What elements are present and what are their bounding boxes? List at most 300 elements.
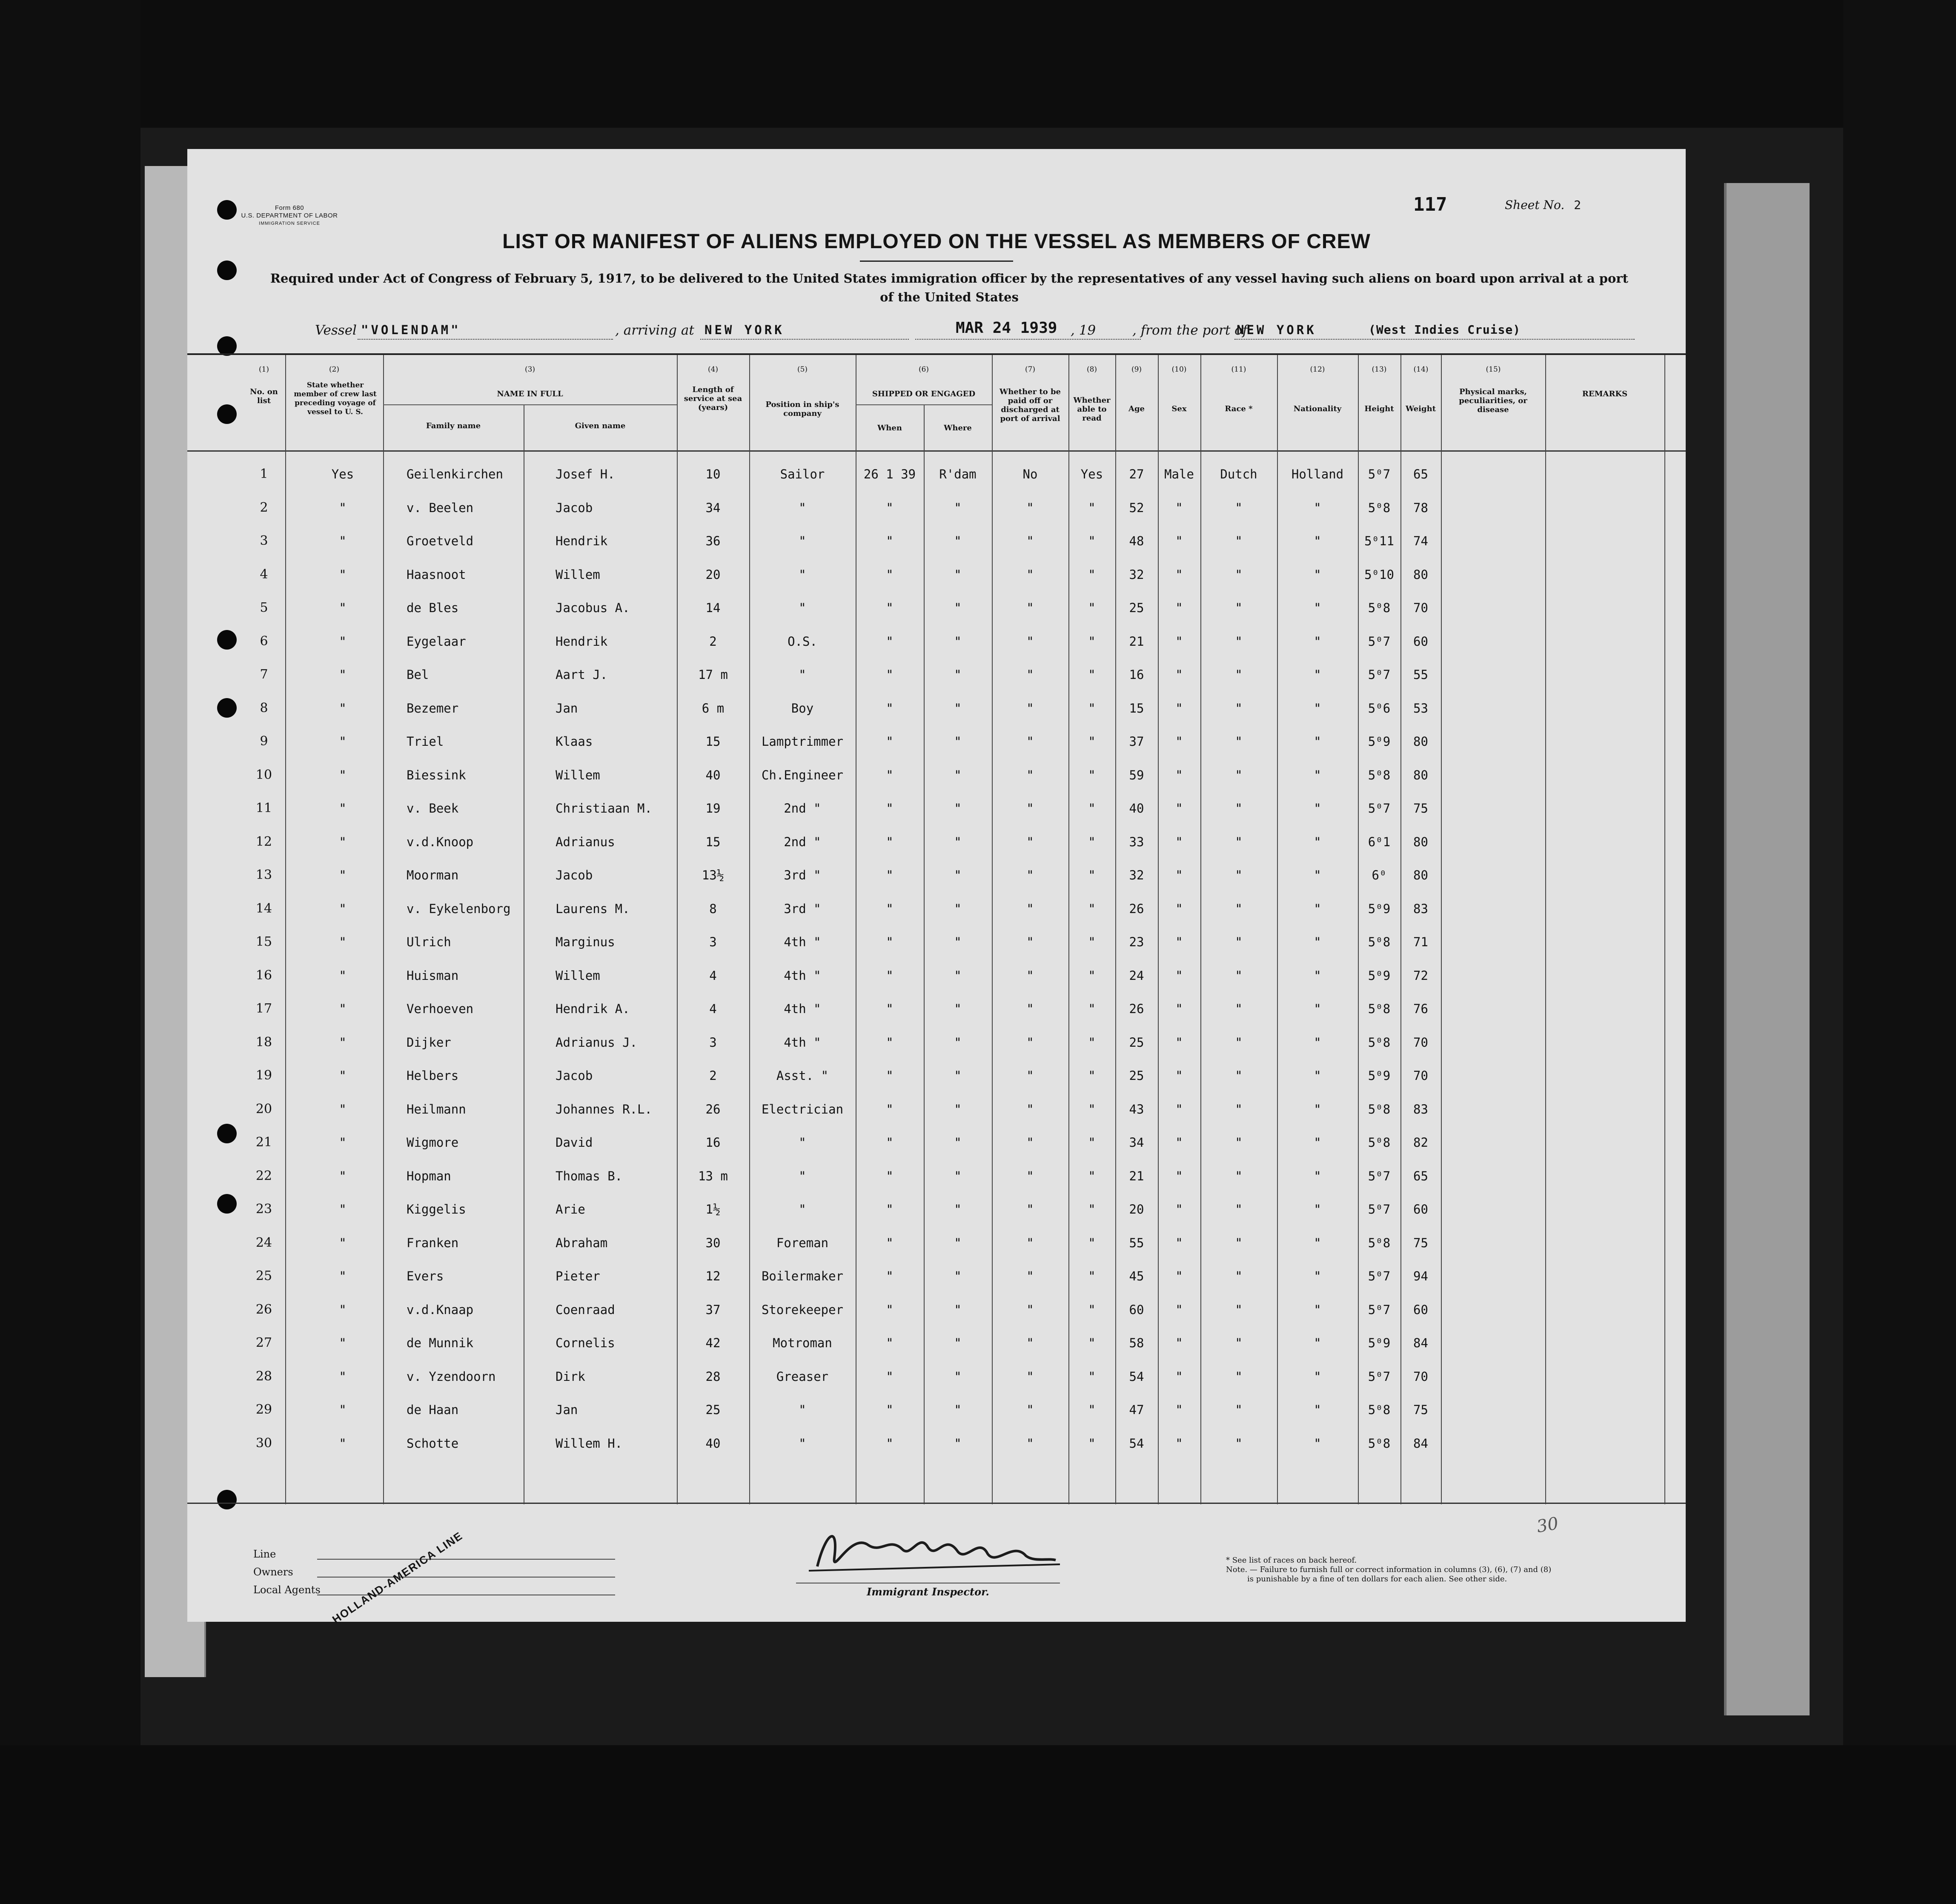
cell-given-name: Josef H. xyxy=(556,467,615,481)
cell-paid-off: " xyxy=(1026,901,1034,916)
cell-age: 15 xyxy=(1129,701,1144,716)
cell-length-of-service: 12 xyxy=(705,1269,721,1283)
cell-weight: 80 xyxy=(1413,734,1428,749)
cell-height: 5⁰6 xyxy=(1368,701,1391,716)
cell-age: 25 xyxy=(1129,1035,1144,1050)
cruise-note: (West Indies Cruise) xyxy=(1369,323,1521,337)
cell-height: 5⁰9 xyxy=(1368,968,1391,983)
cell-weight: 75 xyxy=(1413,1403,1428,1417)
cell-race: " xyxy=(1235,1202,1243,1217)
cell-family-name: v.d.Knaap xyxy=(407,1302,474,1317)
cell-shipped-when: " xyxy=(886,935,894,949)
cell-shipped-when: " xyxy=(886,1336,894,1350)
cell-race: " xyxy=(1235,1436,1243,1451)
cell-height: 6⁰ xyxy=(1372,868,1387,882)
cell-sex: " xyxy=(1175,734,1183,749)
cell-shipped-when: " xyxy=(886,1002,894,1016)
cell-shipped-when: " xyxy=(886,901,894,916)
cell-nationality: " xyxy=(1314,601,1321,615)
cell-able-to-read: " xyxy=(1088,634,1096,649)
cell-previous-voyage: " xyxy=(339,734,347,749)
cell-row-number: 26 xyxy=(255,1302,272,1317)
cell-previous-voyage: " xyxy=(339,1202,347,1217)
cell-length-of-service: 8 xyxy=(709,901,717,916)
cell-sex: " xyxy=(1175,667,1183,682)
cell-family-name: Ulrich xyxy=(407,935,451,949)
footnote xyxy=(1226,1556,1635,1584)
table-row xyxy=(187,1360,1686,1393)
cell-row-number: 29 xyxy=(255,1402,272,1417)
cell-nationality: " xyxy=(1314,1336,1321,1350)
cell-row-number: 24 xyxy=(255,1235,272,1250)
cell-height: 5⁰8 xyxy=(1368,1135,1391,1150)
cell-length-of-service: 1½ xyxy=(705,1202,721,1217)
cell-sex: " xyxy=(1175,968,1183,983)
cell-shipped-when: " xyxy=(886,567,894,582)
table-bottom-rule xyxy=(187,1503,1686,1504)
table-top-rule xyxy=(187,353,1686,355)
cell-row-number: 30 xyxy=(255,1435,272,1451)
cell-family-name: v. Yzendoorn xyxy=(407,1369,496,1384)
cell-given-name: Willem xyxy=(556,968,600,983)
cell-shipped-where: " xyxy=(954,1102,962,1117)
cell-height: 5⁰8 xyxy=(1368,1436,1391,1451)
service-name: IMMIGRATION SERVICE xyxy=(259,221,320,226)
cell-able-to-read: " xyxy=(1088,601,1096,615)
column-number: (1) xyxy=(258,365,269,374)
cell-previous-voyage: " xyxy=(339,1235,347,1250)
cell-race: " xyxy=(1235,1235,1243,1250)
cell-able-to-read: " xyxy=(1088,701,1096,716)
cell-race: " xyxy=(1235,500,1243,515)
cell-race: " xyxy=(1235,734,1243,749)
table-row xyxy=(187,491,1686,524)
column-number: (5) xyxy=(797,365,808,374)
cell-able-to-read: " xyxy=(1088,1369,1096,1384)
cell-sex: " xyxy=(1175,1403,1183,1417)
cell-sex: " xyxy=(1175,567,1183,582)
cell-row-number: 3 xyxy=(260,533,268,548)
table-row xyxy=(187,1226,1686,1260)
owners-fill xyxy=(317,1577,615,1578)
cell-shipped-where: " xyxy=(954,834,962,849)
cell-length-of-service: 34 xyxy=(705,500,721,515)
cell-race: " xyxy=(1235,1403,1243,1417)
cell-height: 5⁰7 xyxy=(1368,1202,1391,1217)
cell-weight: 80 xyxy=(1413,567,1428,582)
cell-paid-off: " xyxy=(1026,1369,1034,1384)
cell-shipped-when: " xyxy=(886,801,894,816)
cell-able-to-read: " xyxy=(1088,968,1096,983)
cell-given-name: Cornelis xyxy=(556,1336,615,1350)
cell-row-number: 5 xyxy=(260,600,268,615)
cell-nationality: " xyxy=(1314,767,1321,782)
table-row xyxy=(187,1193,1686,1226)
cell-weight: 70 xyxy=(1413,1035,1428,1050)
cell-length-of-service: 26 xyxy=(705,1102,721,1117)
footnote-note-cont: is punishable by a fine of ten dollars for each alien. See other side. xyxy=(1247,1575,1507,1583)
cell-given-name: Christiaan M. xyxy=(556,801,652,816)
cell-sex: " xyxy=(1175,935,1183,949)
cell-given-name: Hendrik xyxy=(556,534,608,548)
cell-shipped-where: " xyxy=(954,734,962,749)
cell-height: 5⁰7 xyxy=(1368,634,1391,649)
header-sex: Sex xyxy=(1171,404,1187,413)
cell-age: 33 xyxy=(1129,834,1144,849)
cell-given-name: Dirk xyxy=(556,1369,585,1384)
sheet-number-label: Sheet No. xyxy=(1505,198,1565,212)
cell-able-to-read: Yes xyxy=(1080,467,1103,481)
cell-paid-off: " xyxy=(1026,500,1034,515)
cell-shipped-where: " xyxy=(954,801,962,816)
subtitle-line: of the United States xyxy=(880,290,1019,304)
cell-shipped-where: " xyxy=(954,767,962,782)
cell-nationality: " xyxy=(1314,901,1321,916)
cell-given-name: Jacobus A. xyxy=(556,601,630,615)
table-row xyxy=(187,992,1686,1025)
sheet-number-value: 2 xyxy=(1574,198,1581,212)
cell-height: 5⁰11 xyxy=(1364,534,1394,548)
cell-shipped-when: " xyxy=(886,834,894,849)
table-row xyxy=(187,1160,1686,1193)
cell-position: " xyxy=(799,601,806,615)
table-row xyxy=(187,792,1686,825)
cell-shipped-where: " xyxy=(954,968,962,983)
cell-able-to-read: " xyxy=(1088,1202,1096,1217)
footer-labels xyxy=(253,1545,321,1599)
cell-able-to-read: " xyxy=(1088,1269,1096,1283)
cell-race: " xyxy=(1235,901,1243,916)
column-number: (6) xyxy=(918,365,929,374)
cell-previous-voyage: Yes xyxy=(331,467,354,481)
cell-sex: " xyxy=(1175,701,1183,716)
cell-family-name: de Munnik xyxy=(407,1336,474,1350)
cell-race: " xyxy=(1235,634,1243,649)
cell-age: 23 xyxy=(1129,935,1144,949)
cell-weight: 80 xyxy=(1413,834,1428,849)
cell-shipped-when: " xyxy=(886,534,894,548)
cell-shipped-when: " xyxy=(886,1168,894,1183)
cell-length-of-service: 42 xyxy=(705,1336,721,1350)
cell-shipped-when: " xyxy=(886,500,894,515)
column-number: (7) xyxy=(1025,365,1036,374)
column-number: (2) xyxy=(329,365,340,374)
header-shipped-engaged: SHIPPED OR ENGAGED xyxy=(872,389,976,398)
punch-hole xyxy=(217,1490,237,1509)
cell-height: 5⁰7 xyxy=(1368,1369,1391,1384)
cell-paid-off: " xyxy=(1026,701,1034,716)
cell-able-to-read: " xyxy=(1088,1135,1096,1150)
cell-sex: " xyxy=(1175,868,1183,882)
cell-previous-voyage: " xyxy=(339,901,347,916)
cell-weight: 74 xyxy=(1413,534,1428,548)
fill-line xyxy=(1234,339,1635,340)
header-when: When xyxy=(877,424,902,432)
cell-row-number: 28 xyxy=(255,1369,272,1384)
cell-height: 5⁰8 xyxy=(1368,1035,1391,1050)
cell-sex: " xyxy=(1175,901,1183,916)
cell-row-number: 15 xyxy=(255,934,272,949)
cell-paid-off: " xyxy=(1026,601,1034,615)
cell-length-of-service: 36 xyxy=(705,534,721,548)
cell-shipped-when: " xyxy=(886,868,894,882)
cell-nationality: " xyxy=(1314,634,1321,649)
cell-age: 32 xyxy=(1129,868,1144,882)
cell-sex: " xyxy=(1175,1035,1183,1050)
cell-sex: " xyxy=(1175,767,1183,782)
cell-previous-voyage: " xyxy=(339,1002,347,1016)
cell-family-name: Dijker xyxy=(407,1035,451,1050)
cell-length-of-service: 2 xyxy=(709,634,717,649)
cell-given-name: Hendrik xyxy=(556,634,608,649)
cell-height: 5⁰8 xyxy=(1368,1235,1391,1250)
film-frame-right xyxy=(1843,0,1956,1904)
cell-weight: 53 xyxy=(1413,701,1428,716)
page-number: 117 xyxy=(1413,194,1447,215)
cell-family-name: Geilenkirchen xyxy=(407,467,503,481)
punch-hole xyxy=(217,404,237,424)
name-subheader-rule xyxy=(383,404,677,405)
cell-shipped-when: " xyxy=(886,1035,894,1050)
cell-weight: 70 xyxy=(1413,1369,1428,1384)
cell-shipped-where: " xyxy=(954,1369,962,1384)
cell-age: 20 xyxy=(1129,1202,1144,1217)
cell-sex: " xyxy=(1175,1436,1183,1451)
cell-nationality: " xyxy=(1314,534,1321,548)
cell-sex: " xyxy=(1175,1002,1183,1016)
cell-able-to-read: " xyxy=(1088,1302,1096,1317)
cell-height: 6⁰1 xyxy=(1368,834,1391,849)
cell-family-name: de Bles xyxy=(407,601,459,615)
cell-race: " xyxy=(1235,1035,1243,1050)
cell-nationality: " xyxy=(1314,500,1321,515)
cell-height: 5⁰8 xyxy=(1368,1403,1391,1417)
header-age: Age xyxy=(1128,404,1145,413)
cell-family-name: Biessink xyxy=(407,767,466,782)
table-row xyxy=(187,892,1686,925)
cell-able-to-read: " xyxy=(1088,534,1096,548)
cell-sex: " xyxy=(1175,801,1183,816)
vessel-line xyxy=(315,319,1656,343)
cell-paid-off: " xyxy=(1026,968,1034,983)
cell-paid-off: " xyxy=(1026,1068,1034,1083)
cell-position: Boy xyxy=(791,701,814,716)
cell-race: " xyxy=(1235,801,1243,816)
cell-shipped-where: " xyxy=(954,1068,962,1083)
cell-given-name: Jacob xyxy=(556,500,593,515)
column-number: (10) xyxy=(1171,365,1187,374)
table-row xyxy=(187,524,1686,558)
cell-age: 60 xyxy=(1129,1302,1144,1317)
cell-family-name: Groetveld xyxy=(407,534,474,548)
cell-paid-off: " xyxy=(1026,1135,1034,1150)
table-row xyxy=(187,1093,1686,1126)
cell-shipped-where: " xyxy=(954,1403,962,1417)
cell-previous-voyage: " xyxy=(339,1068,347,1083)
cell-previous-voyage: " xyxy=(339,567,347,582)
cell-nationality: " xyxy=(1314,734,1321,749)
line-label: Line xyxy=(253,1548,276,1560)
cell-age: 54 xyxy=(1129,1369,1144,1384)
subtitle-line: Required under Act of Congress of February 5, 1917, to be delivered to the United States immigration officer by the representatives of any vessel having such aliens on board upon arrival at a port xyxy=(270,271,1629,286)
vessel-label: Vessel xyxy=(315,323,357,338)
cell-given-name: Thomas B. xyxy=(556,1168,623,1183)
cell-given-name: Abraham xyxy=(556,1235,608,1250)
cell-sex: " xyxy=(1175,1269,1183,1283)
header-physical-marks: Physical marks, peculiarities, or disease xyxy=(1459,387,1527,414)
header-no-on-list: No. on list xyxy=(250,387,278,405)
cell-given-name: Hendrik A. xyxy=(556,1002,630,1016)
cell-age: 48 xyxy=(1129,534,1144,548)
cell-age: 25 xyxy=(1129,601,1144,615)
cell-row-number: 22 xyxy=(255,1168,272,1183)
cell-row-number: 1 xyxy=(260,467,268,481)
cell-previous-voyage: " xyxy=(339,534,347,548)
cell-length-of-service: 6 m xyxy=(702,701,725,716)
cell-given-name: Adrianus J. xyxy=(556,1035,638,1050)
cell-paid-off: No xyxy=(1022,467,1038,481)
cell-shipped-when: " xyxy=(886,601,894,615)
cell-shipped-where: " xyxy=(954,1135,962,1150)
cell-nationality: " xyxy=(1314,1068,1321,1083)
cell-position: " xyxy=(799,567,806,582)
cell-race: " xyxy=(1235,1336,1243,1350)
cell-given-name: Jan xyxy=(556,701,578,716)
cell-length-of-service: 3 xyxy=(709,1035,717,1050)
table-row xyxy=(187,759,1686,792)
cell-nationality: " xyxy=(1314,1269,1321,1283)
cell-length-of-service: 37 xyxy=(705,1302,721,1317)
cell-weight: 60 xyxy=(1413,634,1428,649)
cell-shipped-when: " xyxy=(886,634,894,649)
cell-length-of-service: 40 xyxy=(705,1436,721,1451)
cell-previous-voyage: " xyxy=(339,1302,347,1317)
cell-length-of-service: 10 xyxy=(705,467,721,481)
cell-previous-voyage: " xyxy=(339,935,347,949)
film-frame-left xyxy=(0,0,140,1904)
cell-shipped-where: " xyxy=(954,1436,962,1451)
cell-shipped-where: " xyxy=(954,500,962,515)
owners-label: Owners xyxy=(253,1566,293,1578)
table-row xyxy=(187,1293,1686,1326)
cell-weight: 70 xyxy=(1413,601,1428,615)
cell-previous-voyage: " xyxy=(339,1336,347,1350)
cell-sex: " xyxy=(1175,1302,1183,1317)
cell-weight: 83 xyxy=(1413,901,1428,916)
cell-race: " xyxy=(1235,667,1243,682)
cell-nationality: " xyxy=(1314,701,1321,716)
page-subtitle xyxy=(255,269,1643,306)
column-number: (12) xyxy=(1310,365,1325,374)
cell-previous-voyage: " xyxy=(339,1102,347,1117)
footnote-races: * See list of races on back hereof. xyxy=(1226,1556,1357,1565)
cell-able-to-read: " xyxy=(1088,1336,1096,1350)
cell-family-name: Wigmore xyxy=(407,1135,459,1150)
cell-length-of-service: 15 xyxy=(705,734,721,749)
cell-position: Electrician xyxy=(761,1102,844,1117)
cell-paid-off: " xyxy=(1026,1403,1034,1417)
cell-age: 16 xyxy=(1129,667,1144,682)
cell-height: 5⁰8 xyxy=(1368,767,1391,782)
cell-paid-off: " xyxy=(1026,767,1034,782)
header-prev-voyage: State whether member of crew last preceding voyage of vessel to U. S. xyxy=(294,381,377,416)
cell-shipped-when: " xyxy=(886,767,894,782)
cell-race: " xyxy=(1235,935,1243,949)
cell-length-of-service: 25 xyxy=(705,1403,721,1417)
table-row xyxy=(187,1427,1686,1460)
cell-weight: 80 xyxy=(1413,868,1428,882)
cell-family-name: Heilmann xyxy=(407,1102,466,1117)
table-row xyxy=(187,692,1686,725)
cell-age: 54 xyxy=(1129,1436,1144,1451)
table-row xyxy=(187,725,1686,758)
table-row xyxy=(187,658,1686,691)
fill-line xyxy=(700,339,909,340)
cell-sex: " xyxy=(1175,1135,1183,1150)
cell-given-name: Arie xyxy=(556,1202,585,1217)
column-number: (3) xyxy=(524,365,536,374)
cell-able-to-read: " xyxy=(1088,1403,1096,1417)
cell-length-of-service: 19 xyxy=(705,801,721,816)
cell-position: Boilermaker xyxy=(761,1269,844,1283)
column-number: (4) xyxy=(707,365,719,374)
cell-able-to-read: " xyxy=(1088,767,1096,782)
cell-position: 4th " xyxy=(784,935,821,949)
cell-paid-off: " xyxy=(1026,834,1034,849)
cell-paid-off: " xyxy=(1026,567,1034,582)
cell-nationality: " xyxy=(1314,1002,1321,1016)
cell-sex: " xyxy=(1175,534,1183,548)
cell-row-number: 8 xyxy=(260,700,268,716)
cell-able-to-read: " xyxy=(1088,1168,1096,1183)
column-number: (9) xyxy=(1131,365,1142,374)
cell-position: 3rd " xyxy=(784,868,821,882)
cell-age: 34 xyxy=(1129,1135,1144,1150)
cell-shipped-where: " xyxy=(954,1269,962,1283)
table-row xyxy=(187,458,1686,491)
inspector-label: Immigrant Inspector. xyxy=(867,1586,989,1598)
column-number: (15) xyxy=(1486,365,1501,374)
column-number: (11) xyxy=(1231,365,1246,374)
cell-previous-voyage: " xyxy=(339,634,347,649)
cell-previous-voyage: " xyxy=(339,667,347,682)
cell-length-of-service: 20 xyxy=(705,567,721,582)
cell-nationality: " xyxy=(1314,834,1321,849)
local-agents-label: Local Agents xyxy=(253,1584,321,1596)
page-title: LIST OR MANIFEST OF ALIENS EMPLOYED ON THE VESSEL AS MEMBERS OF CREW xyxy=(502,230,1371,253)
cell-previous-voyage: " xyxy=(339,868,347,882)
table-row xyxy=(187,591,1686,624)
cell-row-number: 6 xyxy=(260,633,268,649)
cell-nationality: " xyxy=(1314,1436,1321,1451)
cell-shipped-where: R'dam xyxy=(939,467,977,481)
cell-length-of-service: 3 xyxy=(709,935,717,949)
table-row xyxy=(187,1393,1686,1426)
cell-row-number: 18 xyxy=(255,1034,272,1050)
cell-family-name: v. Beek xyxy=(407,801,459,816)
cell-weight: 75 xyxy=(1413,1235,1428,1250)
cell-able-to-read: " xyxy=(1088,935,1096,949)
cell-able-to-read: " xyxy=(1088,1068,1096,1083)
cell-position: Foreman xyxy=(776,1235,829,1250)
cell-height: 5⁰9 xyxy=(1368,901,1391,916)
cell-sex: " xyxy=(1175,500,1183,515)
cell-row-number: 27 xyxy=(255,1335,272,1350)
cell-nationality: " xyxy=(1314,1035,1321,1050)
table-row xyxy=(187,1126,1686,1159)
cell-row-number: 19 xyxy=(255,1068,272,1083)
cell-family-name: Franken xyxy=(407,1235,459,1250)
